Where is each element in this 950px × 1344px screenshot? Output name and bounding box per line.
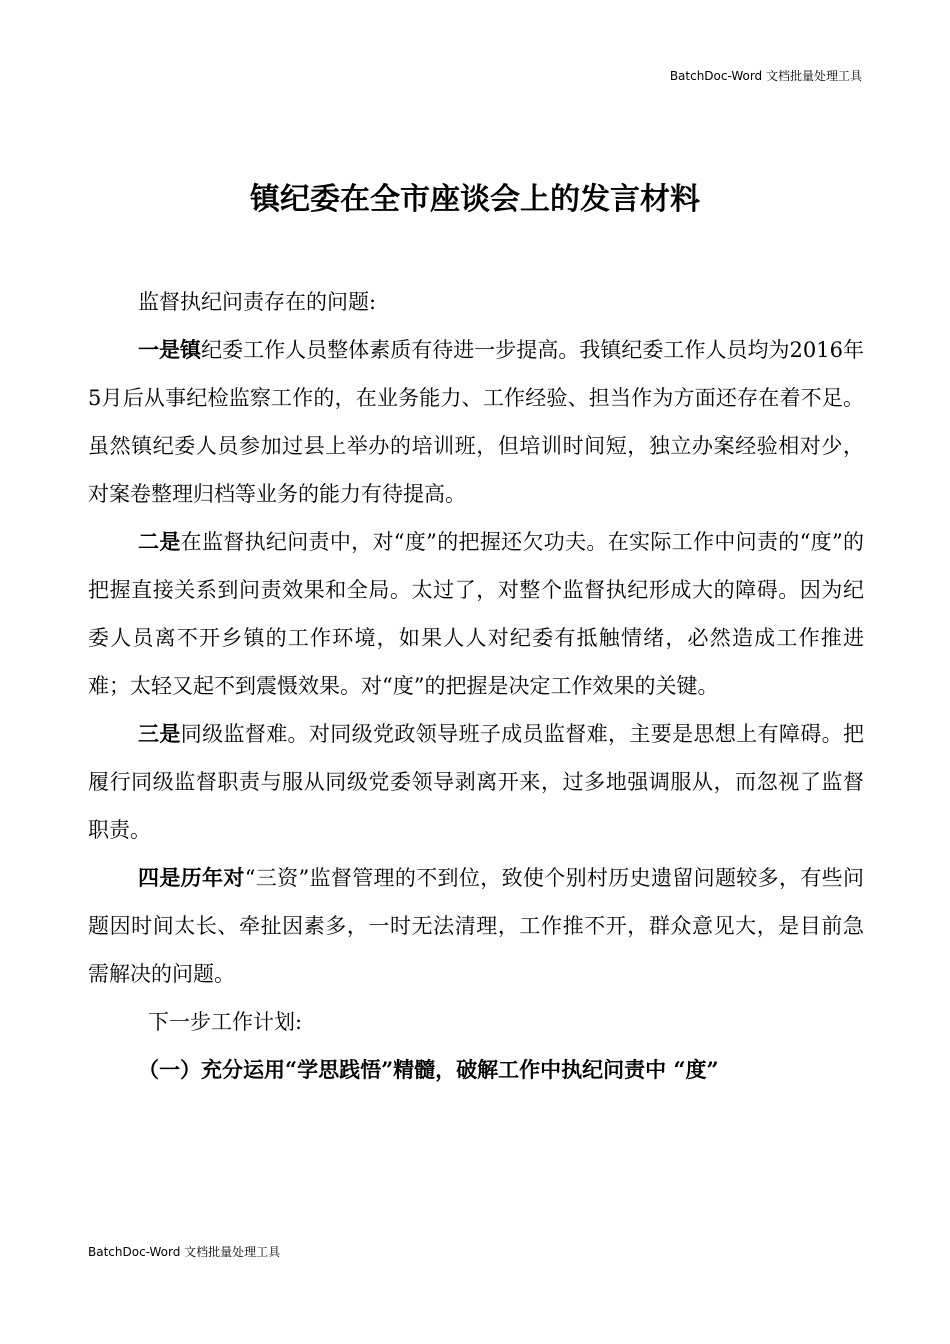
point-label-2: 二是 [138,529,181,554]
point-text-1: 纪委工作人员整体素质有待进一步提高。我镇纪委工作人员均为2016年5月后从事纪检监察工作的，在业务能力、工作经验、担当作为方面还存在着不足。虽然镇纪委人员参加过县上举办的培训班，但培训时间短，独立办案经验相对少，对案卷整理归档等业务的能力有待提高。 [88,338,864,506]
point-paragraph-3 [88,710,864,854]
point-text-4: “三资”监督管理的不到位，致使个别村历史遗留问题较多，有些问题因时间太长、牵扯因素多，一时无法清理，工作推不开，群众意见大，是目前急需解决的问题。 [88,866,864,986]
point-text-3: 同级监督难。对同级党政领导班子成员监督难，主要是思想上有障碍。把履行同级监督职责与服从同级党委领导剥离开来，过多地强调服从，而忽视了监督职责。 [88,722,865,842]
point-text-2: 在监督执纪问责中，对“度”的把握还欠功夫。在实际工作中问责的“度”的把握直接关系到问责效果和全局。太过了，对整个监督执纪形成大的障碍。因为纪委人员离不开乡镇的工作环境，如果人人对纪委有抵触情绪，必然造成工作推进难；太轻又起不到震慑效果。对“度”的把握是决定工作效果的关键。 [88,530,864,698]
plan-intro-paragraph: 下一步工作计划: [148,1010,303,1034]
document-title: 镇纪委在全市座谈会上的发言材料 [250,182,700,217]
intro-paragraph: 监督执纪问责存在的问题: [138,290,377,314]
point-label-3: 三是 [138,721,181,746]
point-label-4: 四是历年对 [138,865,245,890]
point-paragraph-4 [88,854,864,998]
document-body [88,278,864,1094]
point-paragraph-2 [88,518,864,710]
plan-heading-1: （一）充分运用“学思践悟”精髓，破解工作中执纪问责中 “度” [138,1057,719,1082]
point-label-1: 一是镇 [138,337,202,362]
header-watermark-text: BatchDoc-Word 文档批量处理工具 [669,69,862,83]
point-paragraph-1 [88,326,864,518]
footer-watermark-text: BatchDoc-Word 文档批量处理工具 [88,1245,281,1259]
